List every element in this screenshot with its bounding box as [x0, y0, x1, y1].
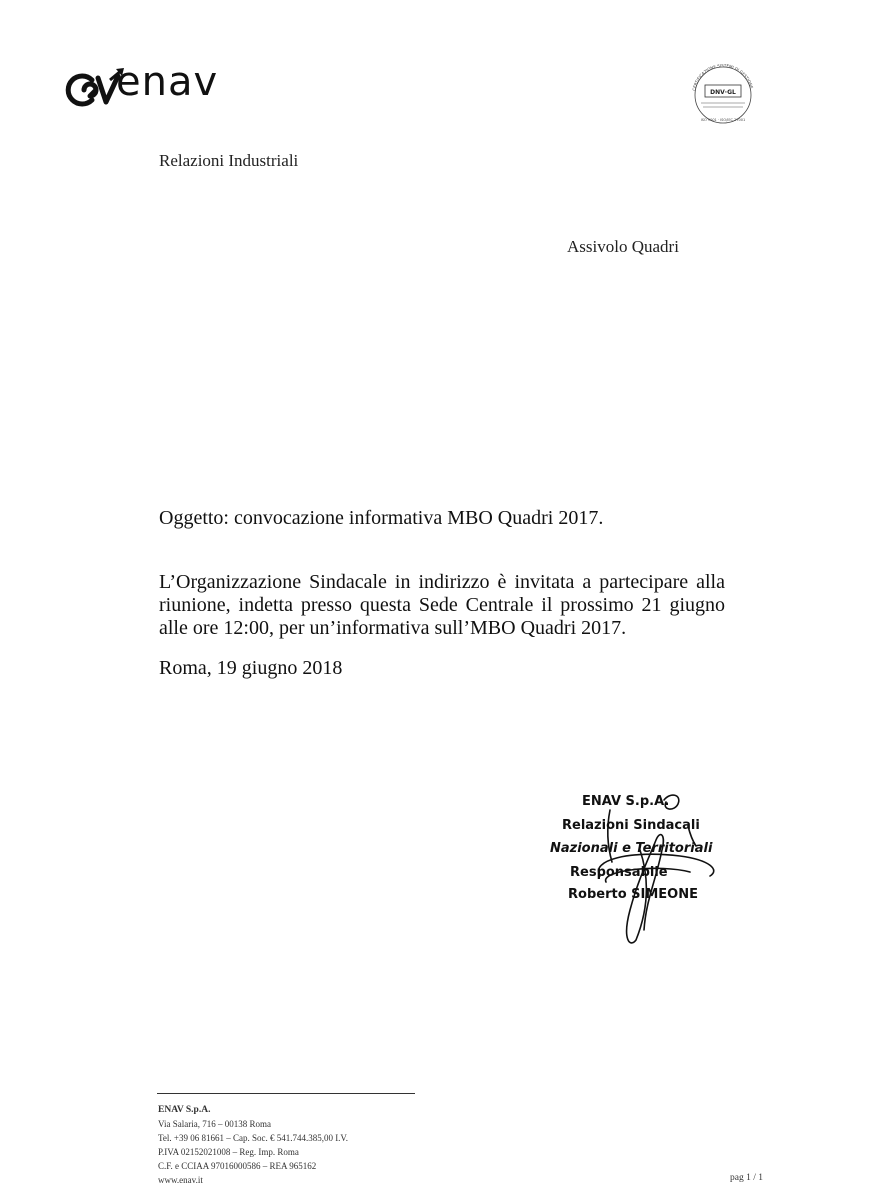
- footer-address: Via Salaria, 716 – 00138 Roma: [158, 1119, 271, 1129]
- subject-line: Oggetto: convocazione informativa MBO Quadri 2017.: [159, 507, 604, 529]
- footer-company-name: ENAV S.p.A.: [158, 1105, 211, 1115]
- handwritten-signature: [540, 790, 740, 950]
- stamp-department-line2: Nazionali e Territoriali: [550, 841, 713, 856]
- stamp-name: Roberto SIMEONE: [568, 887, 698, 902]
- dnv-gl-certification-seal: [683, 55, 763, 127]
- stamp-company: ENAV S.p.A.: [582, 794, 670, 809]
- logo-loop-shape: [84, 84, 96, 96]
- department-name: Relazioni Industriali: [159, 151, 299, 170]
- logo-c-shape: [68, 76, 92, 104]
- footer-vat: P.IVA 02152021008 – Reg. Imp. Roma: [158, 1147, 299, 1157]
- footer-registry: C.F. e CCIAA 97016000586 – REA 965162: [158, 1161, 317, 1171]
- footer-company-info: [158, 1103, 348, 1187]
- footer-phone-capital: Tel. +39 06 81661 – Cap. Soc. € 541.744.385,00 I.V.: [158, 1133, 349, 1143]
- stamp-role: Responsabile: [570, 865, 668, 880]
- letter-body: L’Organizzazione Sindacale in indirizzo è invitata a partecipare alla riunione, indetta presso questa Sede Centrale il prossimo 21 giugno alle ore 12:00, per un’informativa sull’MBO Quadri 2017.: [159, 571, 725, 639]
- recipient: Assivolo Quadri: [567, 237, 679, 256]
- svg-text:DNV·GL: DNV·GL: [710, 89, 736, 96]
- footer-website: www.enav.it: [158, 1175, 203, 1185]
- logo-v-shape: [98, 76, 118, 102]
- footer-divider: [157, 1093, 415, 1094]
- svg-text:ISO 9001 · ISO/IEC 27001: ISO 9001 · ISO/IEC 27001: [700, 118, 746, 122]
- page-number: pag 1 / 1: [730, 1173, 763, 1183]
- svg-text:CERTIFICAZIONE SISTEMI DI GEST: CERTIFICAZIONE SISTEMI DI GESTIONE: [691, 62, 755, 92]
- stamp-department-line1: Relazioni Sindacali: [562, 818, 700, 833]
- place-and-date: Roma, 19 giugno 2018: [159, 657, 343, 679]
- enav-logo-text: enav: [116, 59, 219, 105]
